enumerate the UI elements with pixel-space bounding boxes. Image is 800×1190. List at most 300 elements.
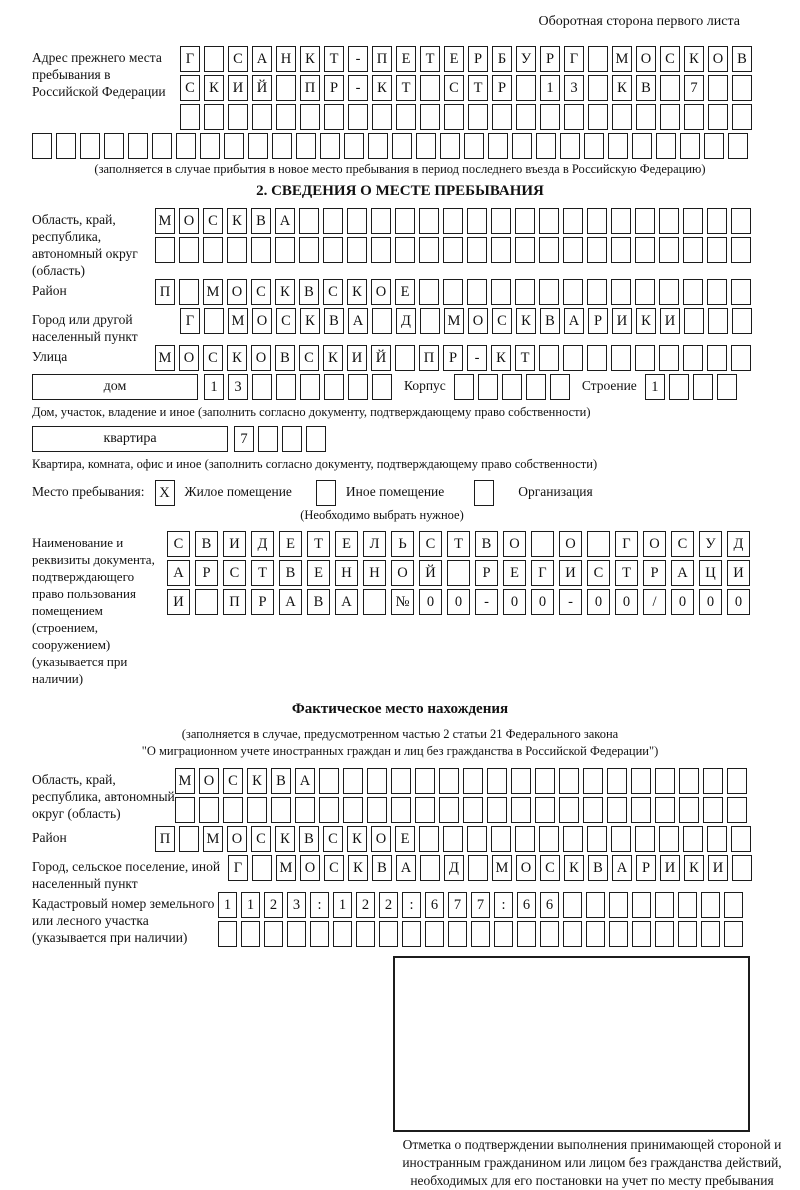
char-cell[interactable] (258, 426, 278, 452)
char-cell[interactable]: - (348, 46, 368, 72)
char-cell[interactable]: К (323, 345, 343, 371)
char-cell[interactable]: С (540, 855, 560, 881)
char-cell[interactable] (684, 308, 704, 334)
char-cell[interactable] (512, 133, 532, 159)
char-cell[interactable]: Н (335, 560, 358, 586)
char-cell[interactable] (323, 237, 343, 263)
char-cell[interactable] (448, 921, 467, 947)
char-cell[interactable] (607, 768, 627, 794)
char-cell[interactable] (515, 826, 535, 852)
char-cell[interactable]: К (247, 768, 267, 794)
char-cell[interactable] (344, 133, 364, 159)
char-cell[interactable] (635, 279, 655, 305)
char-cell[interactable]: С (203, 345, 223, 371)
char-cell[interactable]: В (475, 531, 498, 557)
char-cell[interactable]: 7 (448, 892, 467, 918)
char-cell[interactable] (56, 133, 76, 159)
char-cell[interactable] (563, 237, 583, 263)
char-cell[interactable] (563, 208, 583, 234)
char-cell[interactable]: К (348, 855, 368, 881)
char-cell[interactable] (587, 531, 610, 557)
char-cell[interactable]: И (660, 855, 680, 881)
char-cell[interactable] (632, 133, 652, 159)
char-cell[interactable]: М (203, 826, 223, 852)
char-cell[interactable]: Б (492, 46, 512, 72)
char-cell[interactable]: А (612, 855, 632, 881)
char-cell[interactable] (660, 104, 680, 130)
char-cell[interactable]: С (180, 75, 200, 101)
char-cell[interactable] (468, 855, 488, 881)
char-cell[interactable]: К (612, 75, 632, 101)
char-cell[interactable] (655, 768, 675, 794)
char-cell[interactable] (491, 208, 511, 234)
char-cell[interactable] (563, 826, 583, 852)
char-cell[interactable]: 2 (379, 892, 398, 918)
char-cell[interactable]: А (396, 855, 416, 881)
char-cell[interactable] (515, 237, 535, 263)
char-cell[interactable]: О (251, 345, 271, 371)
char-cell[interactable] (176, 133, 196, 159)
char-cell[interactable]: С (671, 531, 694, 557)
char-cell[interactable]: М (276, 855, 296, 881)
char-cell[interactable]: С (323, 826, 343, 852)
char-cell[interactable]: Т (307, 531, 330, 557)
char-cell[interactable]: 1 (540, 75, 560, 101)
char-cell[interactable] (631, 768, 651, 794)
char-cell[interactable] (707, 826, 727, 852)
char-cell[interactable]: К (300, 308, 320, 334)
char-cell[interactable]: 0 (503, 589, 526, 615)
char-cell[interactable] (419, 237, 439, 263)
char-cell[interactable]: - (559, 589, 582, 615)
char-cell[interactable] (731, 237, 751, 263)
char-cell[interactable] (299, 237, 319, 263)
char-cell[interactable] (631, 797, 651, 823)
char-cell[interactable]: С (276, 308, 296, 334)
char-cell[interactable] (306, 426, 326, 452)
char-cell[interactable] (223, 797, 243, 823)
char-cell[interactable]: Й (419, 560, 442, 586)
char-cell[interactable] (295, 797, 315, 823)
char-cell[interactable]: Г (531, 560, 554, 586)
char-cell[interactable] (728, 133, 748, 159)
char-cell[interactable] (415, 797, 435, 823)
char-cell[interactable] (680, 133, 700, 159)
char-cell[interactable]: В (732, 46, 752, 72)
char-cell[interactable] (155, 237, 175, 263)
char-cell[interactable] (32, 133, 52, 159)
char-cell[interactable] (707, 237, 727, 263)
char-cell[interactable] (343, 797, 363, 823)
char-cell[interactable]: А (348, 308, 368, 334)
char-cell[interactable]: Р (468, 46, 488, 72)
char-cell[interactable]: А (564, 308, 584, 334)
char-cell[interactable] (635, 237, 655, 263)
char-cell[interactable]: М (203, 279, 223, 305)
char-cell[interactable]: Т (396, 75, 416, 101)
char-cell[interactable]: К (275, 826, 295, 852)
checkbox-residential[interactable]: X (155, 480, 175, 506)
char-cell[interactable] (588, 104, 608, 130)
char-cell[interactable] (467, 237, 487, 263)
char-cell[interactable]: А (279, 589, 302, 615)
char-cell[interactable]: Е (395, 279, 415, 305)
char-cell[interactable]: 0 (531, 589, 554, 615)
char-cell[interactable] (276, 104, 296, 130)
char-cell[interactable]: В (636, 75, 656, 101)
char-cell[interactable] (392, 133, 412, 159)
char-cell[interactable] (204, 308, 224, 334)
char-cell[interactable]: Т (615, 560, 638, 586)
char-cell[interactable] (218, 921, 237, 947)
char-cell[interactable]: С (323, 279, 343, 305)
char-cell[interactable] (348, 104, 368, 130)
char-cell[interactable] (703, 797, 723, 823)
char-cell[interactable] (539, 237, 559, 263)
char-cell[interactable] (724, 921, 743, 947)
char-cell[interactable] (203, 237, 223, 263)
char-cell[interactable]: Т (468, 75, 488, 101)
char-cell[interactable]: К (300, 46, 320, 72)
char-cell[interactable]: К (227, 208, 247, 234)
char-cell[interactable] (660, 75, 680, 101)
char-cell[interactable] (310, 921, 329, 947)
char-cell[interactable] (419, 279, 439, 305)
char-cell[interactable]: В (271, 768, 291, 794)
char-cell[interactable] (608, 133, 628, 159)
char-cell[interactable]: М (155, 208, 175, 234)
char-cell[interactable] (395, 208, 415, 234)
char-cell[interactable]: С (223, 768, 243, 794)
char-cell[interactable] (271, 797, 291, 823)
char-cell[interactable] (731, 208, 751, 234)
char-cell[interactable] (635, 826, 655, 852)
char-cell[interactable] (683, 237, 703, 263)
char-cell[interactable]: 0 (419, 589, 442, 615)
char-cell[interactable] (319, 797, 339, 823)
char-cell[interactable]: Р (540, 46, 560, 72)
char-cell[interactable]: С (587, 560, 610, 586)
char-cell[interactable] (275, 237, 295, 263)
char-cell[interactable] (703, 768, 723, 794)
char-cell[interactable] (241, 921, 260, 947)
char-cell[interactable] (732, 855, 752, 881)
char-cell[interactable] (252, 374, 272, 400)
char-cell[interactable]: 7 (684, 75, 704, 101)
char-cell[interactable] (420, 308, 440, 334)
char-cell[interactable]: И (612, 308, 632, 334)
char-cell[interactable] (228, 104, 248, 130)
char-cell[interactable] (678, 892, 697, 918)
char-cell[interactable] (708, 104, 728, 130)
char-cell[interactable]: 0 (615, 589, 638, 615)
char-cell[interactable]: Д (251, 531, 274, 557)
char-cell[interactable] (372, 104, 392, 130)
char-cell[interactable] (588, 75, 608, 101)
char-cell[interactable] (491, 279, 511, 305)
char-cell[interactable] (491, 826, 511, 852)
char-cell[interactable] (563, 279, 583, 305)
char-cell[interactable]: 0 (671, 589, 694, 615)
char-cell[interactable] (707, 208, 727, 234)
char-cell[interactable] (251, 237, 271, 263)
char-cell[interactable] (199, 797, 219, 823)
char-cell[interactable]: А (167, 560, 190, 586)
char-cell[interactable] (632, 892, 651, 918)
char-cell[interactable]: А (275, 208, 295, 234)
char-cell[interactable] (611, 345, 631, 371)
char-cell[interactable]: В (588, 855, 608, 881)
char-cell[interactable]: М (155, 345, 175, 371)
char-cell[interactable] (539, 208, 559, 234)
char-cell[interactable] (444, 104, 464, 130)
char-cell[interactable]: В (195, 531, 218, 557)
char-cell[interactable] (248, 133, 268, 159)
char-cell[interactable]: 0 (447, 589, 470, 615)
char-cell[interactable] (272, 133, 292, 159)
char-cell[interactable]: Й (371, 345, 391, 371)
char-cell[interactable]: 2 (356, 892, 375, 918)
char-cell[interactable]: 7 (471, 892, 490, 918)
char-cell[interactable] (180, 104, 200, 130)
char-cell[interactable] (659, 237, 679, 263)
char-cell[interactable]: Е (395, 826, 415, 852)
char-cell[interactable] (535, 768, 555, 794)
char-cell[interactable] (494, 921, 513, 947)
char-cell[interactable]: О (468, 308, 488, 334)
char-cell[interactable]: О (199, 768, 219, 794)
char-cell[interactable] (708, 308, 728, 334)
char-cell[interactable]: 3 (228, 374, 248, 400)
char-cell[interactable]: 7 (234, 426, 254, 452)
char-cell[interactable] (727, 797, 747, 823)
char-cell[interactable] (632, 921, 651, 947)
char-cell[interactable] (536, 133, 556, 159)
char-cell[interactable] (516, 75, 536, 101)
char-cell[interactable] (731, 345, 751, 371)
char-cell[interactable]: : (494, 892, 513, 918)
char-cell[interactable] (636, 104, 656, 130)
char-cell[interactable]: Г (228, 855, 248, 881)
char-cell[interactable] (204, 46, 224, 72)
char-cell[interactable] (276, 374, 296, 400)
char-cell[interactable] (179, 237, 199, 263)
char-cell[interactable] (443, 208, 463, 234)
char-cell[interactable]: А (252, 46, 272, 72)
char-cell[interactable]: К (347, 826, 367, 852)
char-cell[interactable]: - (348, 75, 368, 101)
char-cell[interactable] (419, 208, 439, 234)
char-cell[interactable] (323, 208, 343, 234)
char-cell[interactable] (454, 374, 474, 400)
char-cell[interactable]: В (275, 345, 295, 371)
char-cell[interactable]: 1 (218, 892, 237, 918)
char-cell[interactable] (684, 104, 704, 130)
char-cell[interactable]: В (299, 279, 319, 305)
char-cell[interactable]: М (444, 308, 464, 334)
char-cell[interactable]: Р (475, 560, 498, 586)
char-cell[interactable]: 0 (587, 589, 610, 615)
char-cell[interactable]: В (279, 560, 302, 586)
char-cell[interactable] (395, 237, 415, 263)
char-cell[interactable]: О (179, 208, 199, 234)
char-cell[interactable] (564, 104, 584, 130)
char-cell[interactable] (731, 279, 751, 305)
char-cell[interactable]: Г (180, 308, 200, 334)
char-cell[interactable] (379, 921, 398, 947)
char-cell[interactable] (179, 826, 199, 852)
char-cell[interactable] (491, 237, 511, 263)
char-cell[interactable] (635, 345, 655, 371)
char-cell[interactable] (511, 768, 531, 794)
char-cell[interactable] (467, 279, 487, 305)
char-cell[interactable]: 2 (264, 892, 283, 918)
char-cell[interactable] (152, 133, 172, 159)
char-cell[interactable] (693, 374, 713, 400)
char-cell[interactable]: Т (251, 560, 274, 586)
char-cell[interactable]: Н (276, 46, 296, 72)
char-cell[interactable]: - (475, 589, 498, 615)
char-cell[interactable] (227, 237, 247, 263)
char-cell[interactable] (420, 104, 440, 130)
char-cell[interactable] (683, 345, 703, 371)
char-cell[interactable]: 1 (204, 374, 224, 400)
char-cell[interactable]: Ь (391, 531, 414, 557)
char-cell[interactable] (395, 345, 415, 371)
char-cell[interactable]: 0 (727, 589, 750, 615)
char-cell[interactable]: Т (447, 531, 470, 557)
char-cell[interactable] (655, 921, 674, 947)
char-cell[interactable] (609, 921, 628, 947)
char-cell[interactable]: К (684, 855, 704, 881)
char-cell[interactable]: Р (251, 589, 274, 615)
char-cell[interactable]: И (727, 560, 750, 586)
char-cell[interactable] (655, 797, 675, 823)
char-cell[interactable]: Р (492, 75, 512, 101)
char-cell[interactable] (367, 797, 387, 823)
char-cell[interactable] (539, 826, 559, 852)
char-cell[interactable] (204, 104, 224, 130)
char-cell[interactable] (701, 921, 720, 947)
char-cell[interactable] (607, 797, 627, 823)
char-cell[interactable] (583, 797, 603, 823)
char-cell[interactable]: М (612, 46, 632, 72)
char-cell[interactable]: Т (515, 345, 535, 371)
char-cell[interactable]: С (492, 308, 512, 334)
char-cell[interactable]: О (391, 560, 414, 586)
char-cell[interactable]: Р (588, 308, 608, 334)
char-cell[interactable] (727, 768, 747, 794)
char-cell[interactable] (707, 345, 727, 371)
char-cell[interactable]: О (643, 531, 666, 557)
char-cell[interactable]: 6 (425, 892, 444, 918)
char-cell[interactable]: 1 (645, 374, 665, 400)
char-cell[interactable] (287, 921, 306, 947)
char-cell[interactable]: К (636, 308, 656, 334)
char-cell[interactable]: 1 (241, 892, 260, 918)
char-cell[interactable] (540, 921, 559, 947)
char-cell[interactable]: К (372, 75, 392, 101)
char-cell[interactable] (371, 208, 391, 234)
char-cell[interactable] (478, 374, 498, 400)
char-cell[interactable] (320, 133, 340, 159)
char-cell[interactable]: В (372, 855, 392, 881)
char-cell[interactable] (276, 75, 296, 101)
char-cell[interactable] (732, 308, 752, 334)
char-cell[interactable] (611, 208, 631, 234)
char-cell[interactable]: А (295, 768, 315, 794)
char-cell[interactable]: К (491, 345, 511, 371)
char-cell[interactable]: С (660, 46, 680, 72)
char-cell[interactable] (679, 797, 699, 823)
char-cell[interactable]: К (227, 345, 247, 371)
char-cell[interactable]: М (228, 308, 248, 334)
char-cell[interactable] (347, 237, 367, 263)
char-cell[interactable] (731, 826, 751, 852)
char-cell[interactable]: Г (180, 46, 200, 72)
char-cell[interactable] (515, 208, 535, 234)
char-cell[interactable] (415, 768, 435, 794)
char-cell[interactable] (179, 279, 199, 305)
char-cell[interactable] (526, 374, 546, 400)
char-cell[interactable]: К (684, 46, 704, 72)
char-cell[interactable] (611, 826, 631, 852)
char-cell[interactable] (487, 768, 507, 794)
char-cell[interactable] (391, 768, 411, 794)
char-cell[interactable] (707, 279, 727, 305)
char-cell[interactable]: В (540, 308, 560, 334)
char-cell[interactable]: : (402, 892, 421, 918)
char-cell[interactable]: И (708, 855, 728, 881)
char-cell[interactable] (678, 921, 697, 947)
char-cell[interactable] (356, 921, 375, 947)
char-cell[interactable] (732, 104, 752, 130)
char-cell[interactable] (443, 826, 463, 852)
char-cell[interactable] (128, 133, 148, 159)
char-cell[interactable]: О (516, 855, 536, 881)
char-cell[interactable] (264, 921, 283, 947)
checkbox-organization[interactable] (474, 480, 494, 506)
char-cell[interactable] (372, 374, 392, 400)
char-cell[interactable] (447, 560, 470, 586)
char-cell[interactable] (559, 797, 579, 823)
char-cell[interactable]: Т (324, 46, 344, 72)
char-cell[interactable] (492, 104, 512, 130)
char-cell[interactable] (300, 374, 320, 400)
char-cell[interactable] (683, 826, 703, 852)
char-cell[interactable] (439, 797, 459, 823)
char-cell[interactable]: О (227, 279, 247, 305)
char-cell[interactable] (200, 133, 220, 159)
char-cell[interactable]: К (275, 279, 295, 305)
char-cell[interactable]: М (492, 855, 512, 881)
char-cell[interactable]: Р (443, 345, 463, 371)
char-cell[interactable]: 1 (333, 892, 352, 918)
char-cell[interactable] (611, 237, 631, 263)
char-cell[interactable] (516, 104, 536, 130)
char-cell[interactable]: У (516, 46, 536, 72)
char-cell[interactable] (468, 104, 488, 130)
char-cell[interactable] (443, 237, 463, 263)
char-cell[interactable]: С (251, 826, 271, 852)
char-cell[interactable] (348, 374, 368, 400)
char-cell[interactable] (333, 921, 352, 947)
char-cell[interactable] (724, 892, 743, 918)
char-cell[interactable]: В (299, 826, 319, 852)
char-cell[interactable] (367, 768, 387, 794)
char-cell[interactable]: С (444, 75, 464, 101)
char-cell[interactable]: В (324, 308, 344, 334)
